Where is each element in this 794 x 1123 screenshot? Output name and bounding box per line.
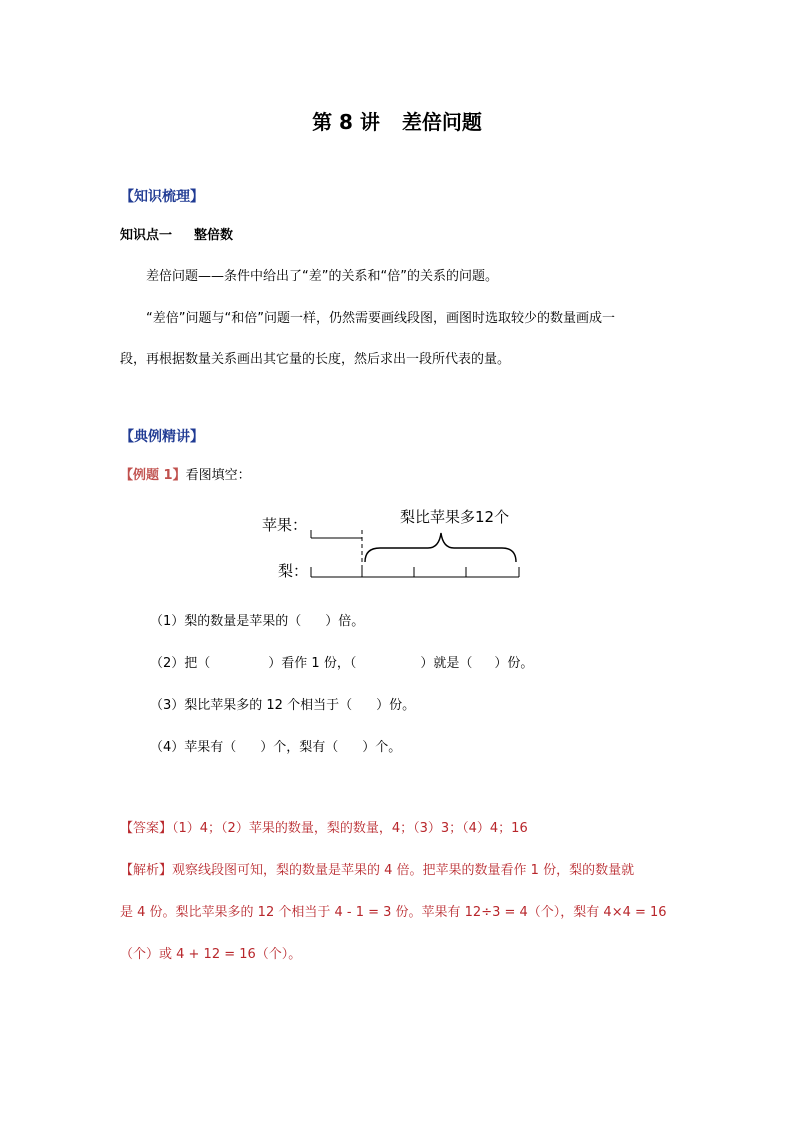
pear-segment xyxy=(311,567,519,577)
knowledge-paragraph-2-line-2: 段，再根据数量关系画出其它量的长度，然后求出一段所代表的量。 xyxy=(120,352,511,367)
question-2-part-b: ）看作 1 份，（ xyxy=(268,656,357,671)
question-4-part-a: （4）苹果有（ xyxy=(150,740,237,755)
line-segment-diagram xyxy=(250,500,540,590)
knowledge-point-label: 知识点一 xyxy=(120,228,173,243)
question-3-part-b: ）份。 xyxy=(376,698,416,713)
pear-label: 梨： xyxy=(278,562,309,580)
example-1-label: 【例题 1】 xyxy=(120,468,186,483)
brace-label: 梨比苹果多12个 xyxy=(400,508,510,526)
example-1-heading xyxy=(120,464,251,483)
question-4-part-b: ）个，梨有（ xyxy=(260,740,339,755)
answer-line xyxy=(120,817,528,836)
knowledge-header: 【知识梳理】 xyxy=(120,189,204,205)
question-2-part-c: ）就是（ xyxy=(420,656,473,671)
knowledge-paragraph-2-line-1: “差倍”问题与“和倍”问题一样，仍然需要画线段图，画图时选取较少的数量画成一 xyxy=(146,311,615,326)
question-4 xyxy=(150,736,401,755)
brace xyxy=(365,533,516,562)
apple-segment xyxy=(311,530,362,538)
example-1-prompt: 看图填空： xyxy=(185,468,251,483)
question-3 xyxy=(150,694,415,713)
analysis-text-1: 观察线段图可知，梨的数量是苹果的 4 倍。把苹果的数量看作 1 份，梨的数量就 xyxy=(172,863,635,878)
page-title xyxy=(0,106,794,135)
question-2-part-a: （2）把（ xyxy=(150,656,211,671)
knowledge-point-title: 整倍数 xyxy=(194,228,234,243)
examples-header: 【典例精讲】 xyxy=(120,429,204,445)
question-3-part-a: （3）梨比苹果多的 12 个相当于（ xyxy=(150,698,353,713)
analysis-line-2: 是 4 份。梨比苹果多的 12 个相当于 4 - 1 = 3 份。苹果有 12÷3 = 4（个），梨有 4×4 = 16 xyxy=(120,905,667,920)
analysis-line-1 xyxy=(120,859,634,878)
lesson-topic: 差倍问题 xyxy=(401,110,482,134)
knowledge-point xyxy=(120,224,233,243)
question-1-part-b: ）倍。 xyxy=(325,614,365,629)
question-4-part-c: ）个。 xyxy=(362,740,402,755)
question-2 xyxy=(150,652,533,671)
lesson-number: 第 8 讲 xyxy=(312,110,380,134)
answer-tag: 【答案】 xyxy=(120,821,173,836)
answer-text: （1）4；（2）苹果的数量，梨的数量，4；（3）3；（4）4；16 xyxy=(172,821,528,836)
analysis-tag: 【解析】 xyxy=(120,863,173,878)
apple-label: 苹果： xyxy=(262,516,308,534)
question-1-part-a: （1）梨的数量是苹果的（ xyxy=(150,614,302,629)
question-1 xyxy=(150,610,364,629)
analysis-line-3: （个）或 4 + 12 = 16（个）。 xyxy=(120,947,302,962)
question-2-part-d: ）份。 xyxy=(494,656,534,671)
knowledge-paragraph-1: 差倍问题——条件中给出了“差”的关系和“倍”的关系的问题。 xyxy=(146,269,498,284)
